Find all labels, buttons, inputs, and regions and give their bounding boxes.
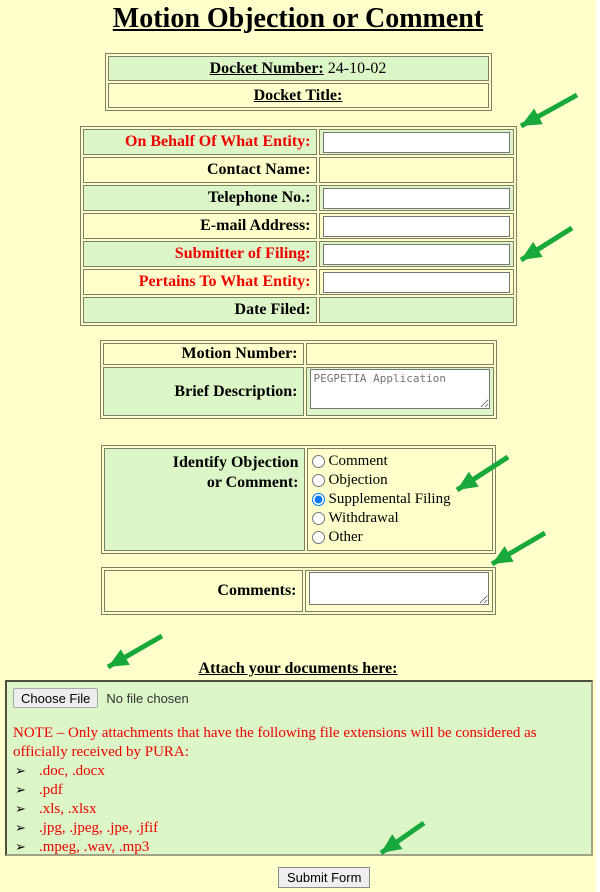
table-row (103, 367, 494, 416)
entity-info-table (80, 126, 517, 326)
contact-name-cell (319, 157, 514, 183)
extension-list (13, 763, 589, 857)
arrowhead-bullet-icon: ➢ (15, 802, 26, 817)
other-radio[interactable] (312, 531, 325, 544)
table-row (83, 269, 514, 295)
green-arrow-icon (521, 228, 572, 260)
file-upload-control[interactable] (13, 688, 589, 708)
green-arrow-icon (492, 533, 545, 564)
submitter-label: Submitter of Filing: (83, 241, 317, 267)
table-row (104, 448, 493, 551)
table-row (83, 157, 514, 183)
brief-description-label: Brief Description: (103, 367, 304, 416)
list-item: ➢ .jpg, .jpeg, .jpe, .jfif (15, 820, 159, 836)
table-row (83, 129, 514, 155)
supplemental-filing-radio[interactable] (312, 493, 325, 506)
docket-title-label: Docket Title: (253, 86, 343, 104)
attachment-note: NOTE – Only attachments that have the following file extensions will be considered as officially received by PURA: (13, 725, 537, 760)
docket-title-cell (108, 83, 489, 108)
on-behalf-label: On Behalf Of What Entity: (83, 129, 317, 155)
withdrawal-radio[interactable] (312, 512, 325, 525)
arrowhead-bullet-icon: ➢ (15, 821, 26, 836)
table-row (83, 241, 514, 267)
date-filed-label: Date Filed: (83, 297, 317, 323)
motion-table (100, 340, 497, 419)
list-item: ➢ .mpeg, .wav, .mp3 (15, 839, 150, 855)
motion-number-cell (306, 343, 494, 365)
docket-number-cell (108, 56, 489, 81)
radio-option-withdrawal[interactable]: Withdrawal (312, 509, 490, 528)
comments-textarea[interactable] (309, 572, 489, 605)
objection-type-table (101, 445, 496, 554)
radio-option-supplemental-filing[interactable]: Supplemental Filing (312, 490, 490, 509)
motion-number-label: Motion Number: (103, 343, 304, 365)
file-status-text: No file chosen (106, 690, 189, 706)
arrowhead-bullet-icon: ➢ (15, 783, 26, 798)
radio-option-other[interactable]: Other (312, 528, 490, 547)
docket-table (105, 53, 492, 111)
comment-radio[interactable] (312, 455, 325, 468)
page-title: Motion Objection or Comment (112, 3, 484, 34)
objection-type-label: Identify Objection or Comment: (104, 448, 305, 551)
docket-number-row (108, 56, 489, 81)
arrowhead-bullet-icon: ➢ (15, 764, 26, 779)
submit-form-button[interactable]: Submit Form (278, 867, 370, 888)
telephone-input[interactable] (323, 188, 510, 209)
comments-label: Comments: (104, 570, 303, 612)
table-row (103, 343, 494, 365)
list-item: ➢ .xls, .xlsx (15, 801, 97, 817)
green-arrow-icon (521, 95, 577, 126)
email-input[interactable] (323, 216, 510, 237)
contact-name-label: Contact Name: (83, 157, 317, 183)
attachment-panel (5, 680, 593, 856)
docket-number-label: Docket Number: (209, 59, 324, 77)
objection-type-options (307, 448, 493, 551)
comments-table (101, 567, 496, 615)
choose-file-button[interactable]: Choose File (13, 688, 98, 708)
submit-row (0, 867, 596, 888)
table-row (104, 570, 493, 612)
table-row (83, 297, 514, 323)
attach-documents-heading: Attach your documents here: (198, 660, 398, 677)
table-row (83, 213, 514, 239)
radio-option-objection[interactable]: Objection (312, 471, 490, 490)
radio-option-comment[interactable]: Comment (312, 452, 490, 471)
submitter-input[interactable] (323, 244, 510, 265)
arrowhead-bullet-icon: ➢ (15, 840, 26, 855)
docket-title-row (108, 83, 489, 108)
objection-radio[interactable] (312, 474, 325, 487)
email-label: E-mail Address: (83, 213, 317, 239)
on-behalf-input[interactable] (323, 132, 510, 153)
brief-description-textarea[interactable] (310, 369, 490, 409)
list-item: ➢ .pdf (15, 782, 63, 798)
telephone-label: Telephone No.: (83, 185, 317, 211)
pertains-to-input[interactable] (323, 272, 510, 293)
date-filed-cell (319, 297, 514, 323)
table-row (83, 185, 514, 211)
pertains-to-label: Pertains To What Entity: (83, 269, 317, 295)
list-item: ➢ .doc, .docx (15, 763, 105, 779)
docket-number-value: 24-10-02 (327, 59, 387, 77)
